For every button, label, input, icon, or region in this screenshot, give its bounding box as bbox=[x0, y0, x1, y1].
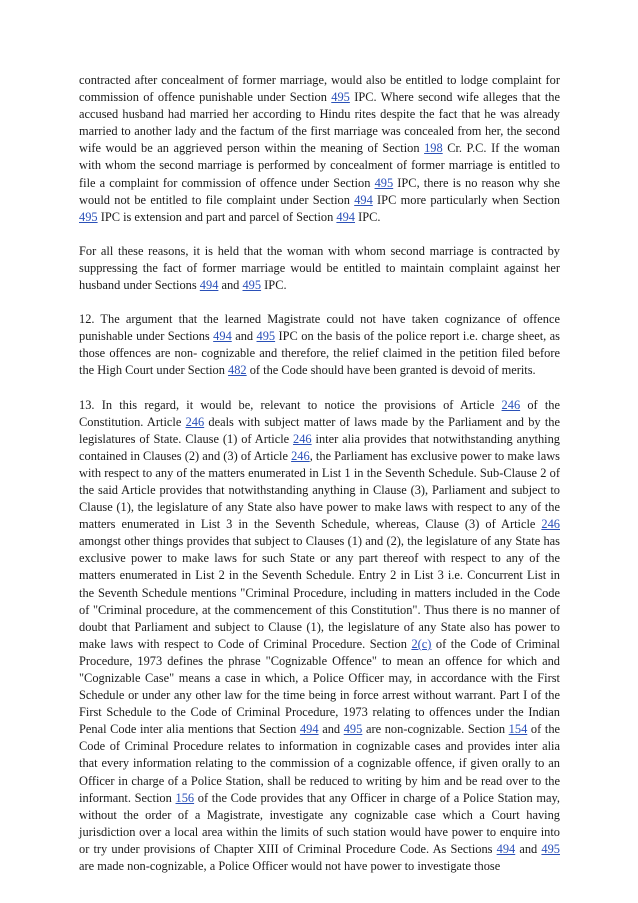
paragraph bbox=[79, 311, 560, 379]
paragraph-text: of the Code of Criminal Procedure, 1973 defines the phrase "Cognizable Offence" to mean an offence for which and "Cognizable Case" means a case in which, a Police Officer may, in accordance with the First Schedule or under any other law for the time being in force arrest without warrant. Part I of the First Schedule to the Code of Criminal Procedure, 1973 relating to offences under the Indian Penal Code inter alia mentions that Section bbox=[79, 636, 560, 737]
paragraph-text: of the Code should have been granted is devoid of merits. bbox=[246, 363, 536, 378]
paragraph-text: , the Parliament has exclusive power to make laws with respect to any of the matters enumerated in List 1 in the Seventh Schedule. Sub-Clause 2 of the said Article provides that notwithstanding anything in Clause (3), Parliament and subject to Clause (1), the legislature of any State also have power to make laws with respect to any of the matters enumerated in List 3 in the Seventh Schedule, whereas, Clause (3) of Article bbox=[79, 448, 560, 532]
section-link[interactable]: 495 bbox=[242, 278, 262, 293]
paragraph-text: are made non-cognizable, a Police Officer would not have power to investigate those bbox=[79, 859, 501, 874]
section-link[interactable]: 154 bbox=[508, 722, 528, 737]
paragraph-text: are non-cognizable. Section bbox=[362, 722, 509, 737]
paragraph bbox=[79, 397, 560, 876]
paragraph-text: of the Constitution. Article bbox=[79, 397, 561, 429]
paragraph-text: IPC. Where second wife alleges that the accused husband had married her according to Hindu rites despite the fact that he was already married to another lady and the factum of the first marriage was concealed from her, the second wife would be an aggrieved person within the meaning of Section bbox=[79, 90, 560, 156]
section-link[interactable]: 246 bbox=[291, 448, 310, 463]
paragraph bbox=[79, 72, 560, 226]
section-link[interactable]: 494 bbox=[213, 329, 232, 344]
section-link[interactable]: 495 bbox=[541, 841, 560, 856]
section-link[interactable]: 494 bbox=[299, 722, 319, 737]
paragraph-text: For all these reasons, it is held that the woman with whom second marriage is contracted by suppressing the fact of former marriage would be entitled to maintain complaint against her husband under Sections bbox=[79, 243, 560, 293]
paragraph-text: Cr. P.C. If the woman with whom the second marriage is performed by concealment of former marriage is entitled to file a complaint for commission of offence under Section bbox=[79, 141, 560, 190]
section-link[interactable]: 494 bbox=[496, 841, 516, 856]
section-link[interactable]: 156 bbox=[175, 790, 195, 805]
section-link[interactable]: 494 bbox=[336, 209, 355, 224]
section-link[interactable]: 495 bbox=[374, 175, 394, 190]
paragraph-text: IPC. bbox=[355, 209, 381, 224]
section-link[interactable]: 495 bbox=[256, 329, 276, 344]
section-link[interactable]: 246 bbox=[501, 397, 521, 412]
paragraph-text: IPC on the basis of the police report i.e. charge sheet, as those offences are non- cognizable and therefore, the relief claimed in the petition filed before the High Court under Section bbox=[79, 329, 560, 378]
paragraph-text: IPC. bbox=[261, 278, 287, 293]
section-link[interactable]: 246 bbox=[185, 414, 205, 429]
section-link[interactable]: 482 bbox=[228, 363, 247, 378]
section-link[interactable]: 198 bbox=[424, 141, 443, 156]
section-link[interactable]: 246 bbox=[541, 517, 560, 532]
paragraph-text: IPC more particularly when Section bbox=[372, 192, 560, 207]
paragraph-text: IPC, there is no reason why she would not be entitled to file complaint under Section bbox=[79, 175, 560, 207]
paragraph bbox=[79, 243, 560, 294]
paragraph-text: and bbox=[515, 841, 542, 856]
section-link[interactable]: 494 bbox=[199, 278, 219, 293]
paragraph-text: inter alia provides that notwithstanding anything contained in Clauses (2) and (3) of Article bbox=[79, 431, 560, 463]
paragraph-text: and bbox=[318, 722, 344, 737]
paragraph-text: and bbox=[218, 278, 243, 293]
paragraph-text: contracted after concealment of former marriage, would also be entitled to lodge complaint for commission of offence punishable under Section bbox=[79, 73, 560, 105]
paragraph-text: and bbox=[231, 329, 257, 344]
paragraph-text: deals with subject matter of laws made by the Parliament and by the legislatures of State. Clause (1) of Article bbox=[79, 414, 560, 446]
section-link[interactable]: 246 bbox=[293, 431, 312, 446]
paragraph-text: amongst other things provides that subject to Clauses (1) and (2), the legislature of any State has exclusive power to make laws for such State or any part thereof with respect to any of the matters enumerated in List 2 in the Seventh Schedule. Entry 2 in List 3 i.e. Concurrent List in the Seventh Schedule mentions "Criminal Procedure, including in matters included in the Code of "Criminal procedure, at the commencement of this Constitution". Thus there is no manner of doubt that Parliament and subject to Clause (1), the legislature of any State also has power to make laws with respect to Code of Criminal Procedure. Section bbox=[79, 534, 560, 651]
paragraph-text: of the Code of Criminal Procedure relates to information in cognizable cases and provides inter alia that every information relating to the commission of a cognizable offence, if given orally to an Officer in charge of a Police Station, shall be reduced to writing by him and be read over to the informant. Section bbox=[79, 722, 561, 805]
section-link[interactable]: 2(c) bbox=[411, 636, 432, 651]
document-page bbox=[79, 72, 560, 875]
paragraph-text: 13. In this regard, it would be, relevant to notice the provisions of Article bbox=[79, 397, 502, 412]
paragraph-text: IPC is extension and part and parcel of Section bbox=[97, 209, 337, 224]
paragraph-text: of the Code provides that any Officer in charge of a Police Station may, without the order of a Magistrate, investigate any cognizable case which a Court having jurisdiction over a local area within the limits of such station would have power to enquire into or try under provisions of Chapter XIII of Criminal Procedure Code. As Sections bbox=[79, 790, 561, 856]
paragraph-text: 12. The argument that the learned Magistrate could not have taken cognizance of offence punishable under Sections bbox=[79, 312, 560, 344]
section-link[interactable]: 495 bbox=[331, 90, 350, 105]
section-link[interactable]: 495 bbox=[79, 209, 98, 224]
section-link[interactable]: 494 bbox=[354, 192, 373, 207]
section-link[interactable]: 495 bbox=[343, 722, 363, 737]
